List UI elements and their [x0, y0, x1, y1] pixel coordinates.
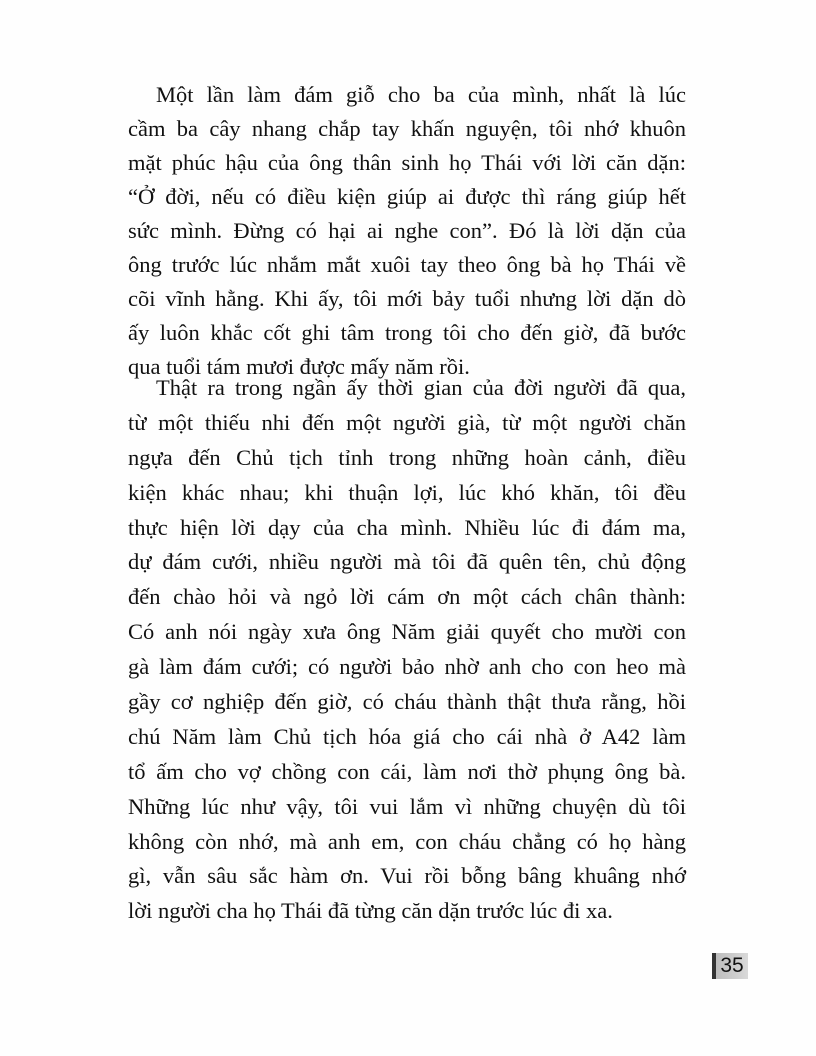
page-number: 35	[712, 953, 748, 979]
text-line: gầy cơ nghiệp đến giờ, có cháu thành thật thưa rằng, hồi	[128, 689, 686, 715]
text-line: không còn nhớ, mà anh em, con cháu chẳng có họ hàng	[128, 828, 686, 854]
text-line: cõi vĩnh hằng. Khi ấy, tôi mới bảy tuổi nhưng lời dặn dò	[128, 286, 686, 311]
text-line: Những lúc như vậy, tôi vui lắm vì những chuyện dù tôi	[128, 793, 686, 819]
text-line: đến chào hỏi và ngỏ lời cám ơn một cách chân thành:	[128, 584, 686, 610]
text-line: thực hiện lời dạy của cha mình. Nhiều lúc đi đám ma,	[128, 514, 686, 540]
text-line: kiện khác nhau; khi thuận lợi, lúc khó khăn, tôi đều	[128, 479, 686, 505]
text-line: “Ở đời, nếu có điều kiện giúp ai được thì ráng giúp hết	[128, 184, 686, 209]
text-line: Có anh nói ngày xưa ông Năm giải quyết cho mười con	[128, 619, 686, 645]
text-line: chú Năm làm Chủ tịch hóa giá cho cái nhà ở A42 làm	[128, 723, 686, 749]
text-line: tổ ấm cho vợ chồng con cái, làm nơi thờ phụng ông bà.	[128, 758, 686, 784]
text-line: từ một thiếu nhi đến một người già, từ một người chăn	[128, 409, 686, 435]
text-line: Thật ra trong ngần ấy thời gian của đời người đã qua,	[156, 375, 686, 400]
text-line: gà làm đám cưới; có người bảo nhờ anh cho con heo mà	[128, 654, 686, 680]
paragraph-1	[128, 78, 686, 384]
text-line: Một lần làm đám giỗ cho ba của mình, nhất là lúc	[156, 82, 686, 107]
text-line: cầm ba cây nhang chắp tay khấn nguyện, tôi nhớ khuôn	[128, 116, 686, 141]
text-line: dự đám cưới, nhiều người mà tôi đã quên tên, chủ động	[128, 549, 686, 575]
text-line: ấy luôn khắc cốt ghi tâm trong tôi cho đến giờ, đã bước	[128, 320, 686, 345]
paragraph-2	[128, 371, 686, 929]
text-line: qua tuổi tám mươi được mấy năm rồi.	[128, 354, 470, 379]
text-line: lời người cha họ Thái đã từng căn dặn trước lúc đi xa.	[128, 898, 613, 924]
text-line: mặt phúc hậu của ông thân sinh họ Thái với lời căn dặn:	[128, 150, 686, 175]
text-line: ngựa đến Chủ tịch tỉnh trong những hoàn cảnh, điều	[128, 444, 686, 470]
text-line: gì, vẫn sâu sắc hàm ơn. Vui rồi bỗng bâng khuâng nhớ	[128, 863, 686, 889]
text-line: ông trước lúc nhắm mắt xuôi tay theo ông bà họ Thái về	[128, 252, 686, 277]
text-line: sức mình. Đừng có hại ai nghe con”. Đó là lời dặn của	[128, 218, 686, 243]
